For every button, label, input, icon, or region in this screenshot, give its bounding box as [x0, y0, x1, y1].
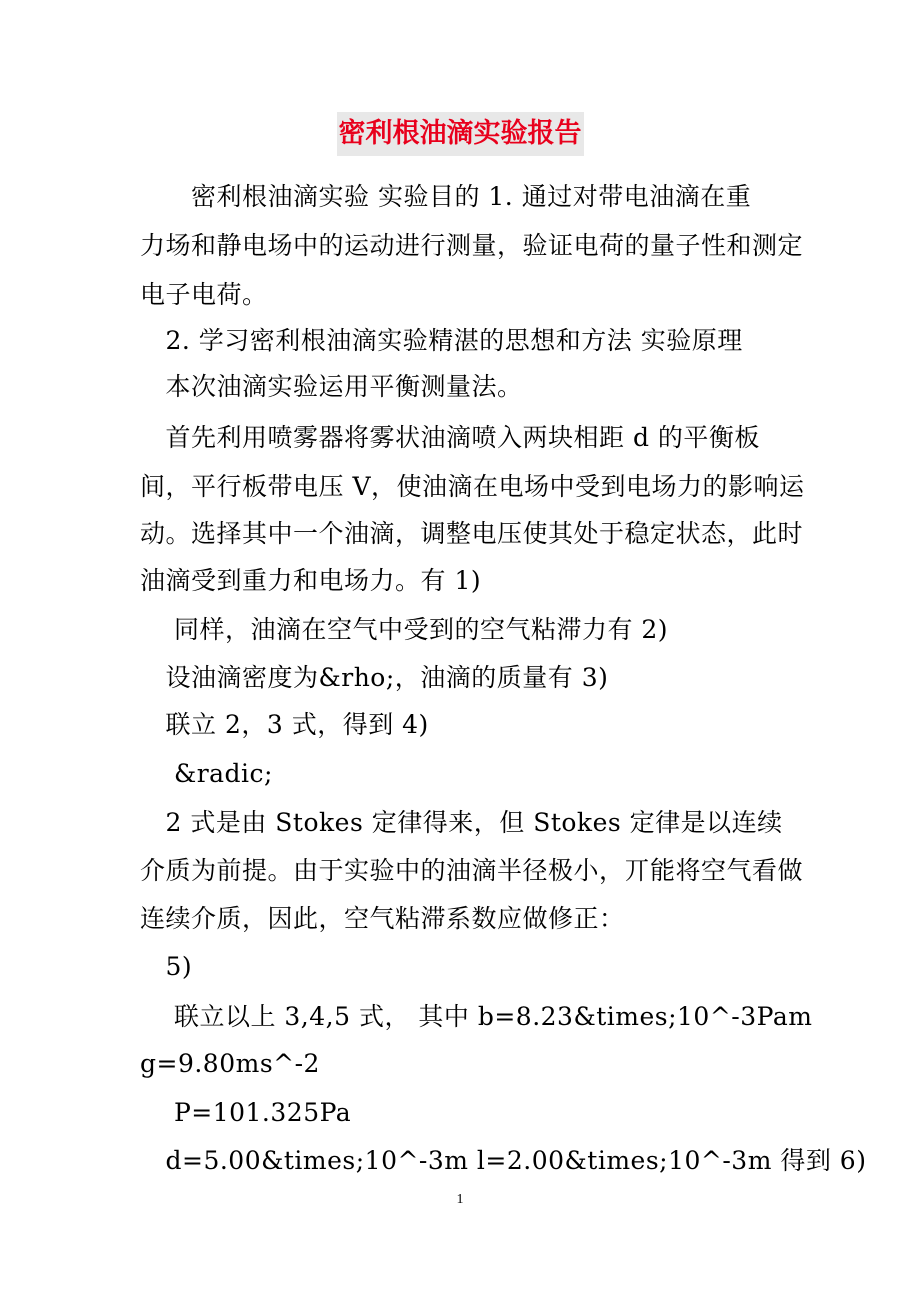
page-number: 1: [456, 1192, 464, 1207]
paragraph-line: 2. 学习密利根油滴实验精湛的思想和方法 实验原理: [140, 326, 743, 355]
paragraph-line: 电子电荷。: [140, 280, 268, 309]
paragraph-line: 设油滴密度为&rho;，油滴的质量有 3): [140, 663, 609, 692]
paragraph-line: 2 式是由 Stokes 定律得来，但 Stokes 定律是以连续: [140, 808, 783, 837]
paragraph-line: 联立以上 3,4,5 式， 其中 b=8.23&times;10^-3Pam: [140, 1002, 813, 1031]
paragraph-line: 首先利用喷雾器将雾状油滴喷入两块相距 d 的平衡板: [140, 423, 760, 452]
paragraph-line: 本次油滴实验运用平衡测量法。: [140, 372, 523, 401]
paragraph-line: 动。选择其中一个油滴，调整电压使其处于稳定状态，此时: [140, 519, 804, 548]
document-title: [0, 112, 920, 156]
document-title-text: 密利根油滴实验报告: [337, 112, 584, 156]
paragraph-line: P=101.325Pa: [140, 1098, 352, 1127]
paragraph-line: 同样，油滴在空气中受到的空气粘滞力有 2): [140, 615, 669, 644]
paragraph-line: 介质为前提。由于实验中的油滴半径极小，丌能将空气看做: [140, 856, 804, 885]
paragraph-line: d=5.00&times;10^-3m l=2.00&times;10^-3m 得到 6): [140, 1146, 867, 1175]
paragraph-line: 5): [140, 952, 193, 981]
paragraph-line: g=9.80ms^-2: [140, 1049, 320, 1078]
paragraph-line: 联立 2，3 式，得到 4): [140, 710, 429, 739]
paragraph-line: 油滴受到重力和电场力。有 1): [140, 566, 482, 595]
paragraph-line: 连续介质，因此，空气粘滞系数应做修正：: [140, 904, 625, 933]
paragraph-line: 密利根油滴实验 实验目的 1. 通过对带电油滴在重: [140, 182, 752, 211]
paragraph-line: 间，平行板带电压 V，使油滴在电场中受到电场力的影响运: [140, 472, 805, 501]
paragraph-line: &radic;: [140, 759, 273, 788]
paragraph-line: 力场和静电场中的运动进行测量，验证电荷的量子性和测定: [140, 231, 804, 260]
